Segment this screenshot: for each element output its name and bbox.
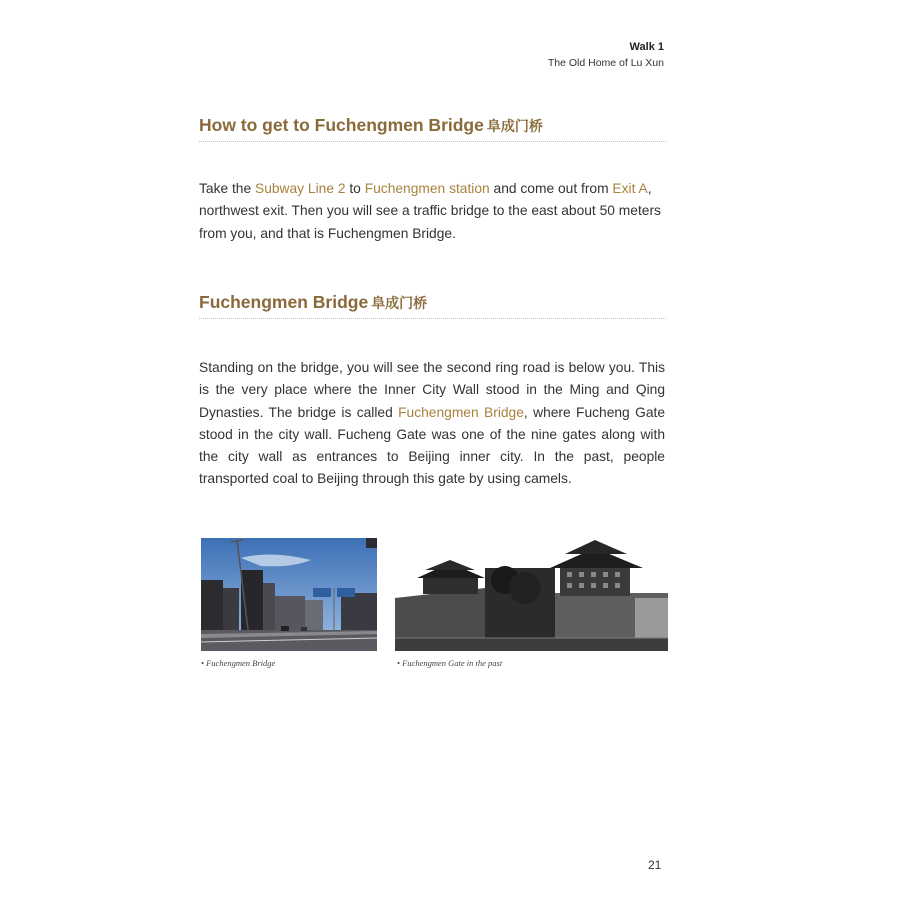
highlight-exit: Exit A [612, 181, 648, 196]
paragraph-text: , northwest exit. Then you will see a traffic bridge to the east about 50 meters from you, and that is Fuchengmen Bridge. [199, 181, 661, 241]
section-heading-chinese: 阜成门桥 [486, 119, 543, 135]
running-head-subtitle: The Old Home of Lu Xun [547, 57, 664, 69]
photo-caption: • Fuchengmen Gate in the past [397, 658, 503, 668]
running-head-walk: Walk 1 [629, 41, 664, 53]
section-heading-text: Fuchengmen Bridge [199, 292, 369, 312]
paragraph-text: and come out from [489, 181, 613, 196]
highlight-subway-line: Subway Line 2 [255, 181, 346, 196]
heading-rule [199, 141, 666, 142]
section-heading-bridge [199, 292, 427, 313]
section-heading-chinese: 阜成门桥 [371, 296, 428, 312]
paragraph-text: Standing on the bridge, you will see the second ring road is below you. This is the very place where the Inner City Wall stood in the Ming and Qing Dynasties. The bridge is called [199, 360, 665, 420]
directions-paragraph [199, 178, 665, 245]
section-heading-how-to-get [199, 115, 543, 136]
highlight-bridge-name: Fuchengmen Bridge [398, 404, 524, 420]
photo-fuchengmen-bridge [201, 538, 377, 651]
paragraph-text: Take the [199, 181, 255, 196]
photo-caption: • Fuchengmen Bridge [201, 658, 276, 668]
heading-rule [199, 318, 666, 319]
paragraph-text: to [345, 181, 365, 196]
photo-fuchengmen-gate-past [395, 538, 668, 651]
section-heading-text: How to get to Fuchengmen Bridge [199, 115, 484, 135]
highlight-station: Fuchengmen station [364, 181, 490, 196]
page-number: 21 [648, 858, 662, 872]
bridge-paragraph [199, 357, 665, 491]
running-head [548, 40, 664, 71]
paragraph-text: , where Fucheng Gate stood in the city wall. Fucheng Gate was one of the nine gates along with the city wall as entrances to Beijing inner city. In the past, people transported coal to Beijing through this gate by using camels. [199, 404, 666, 487]
